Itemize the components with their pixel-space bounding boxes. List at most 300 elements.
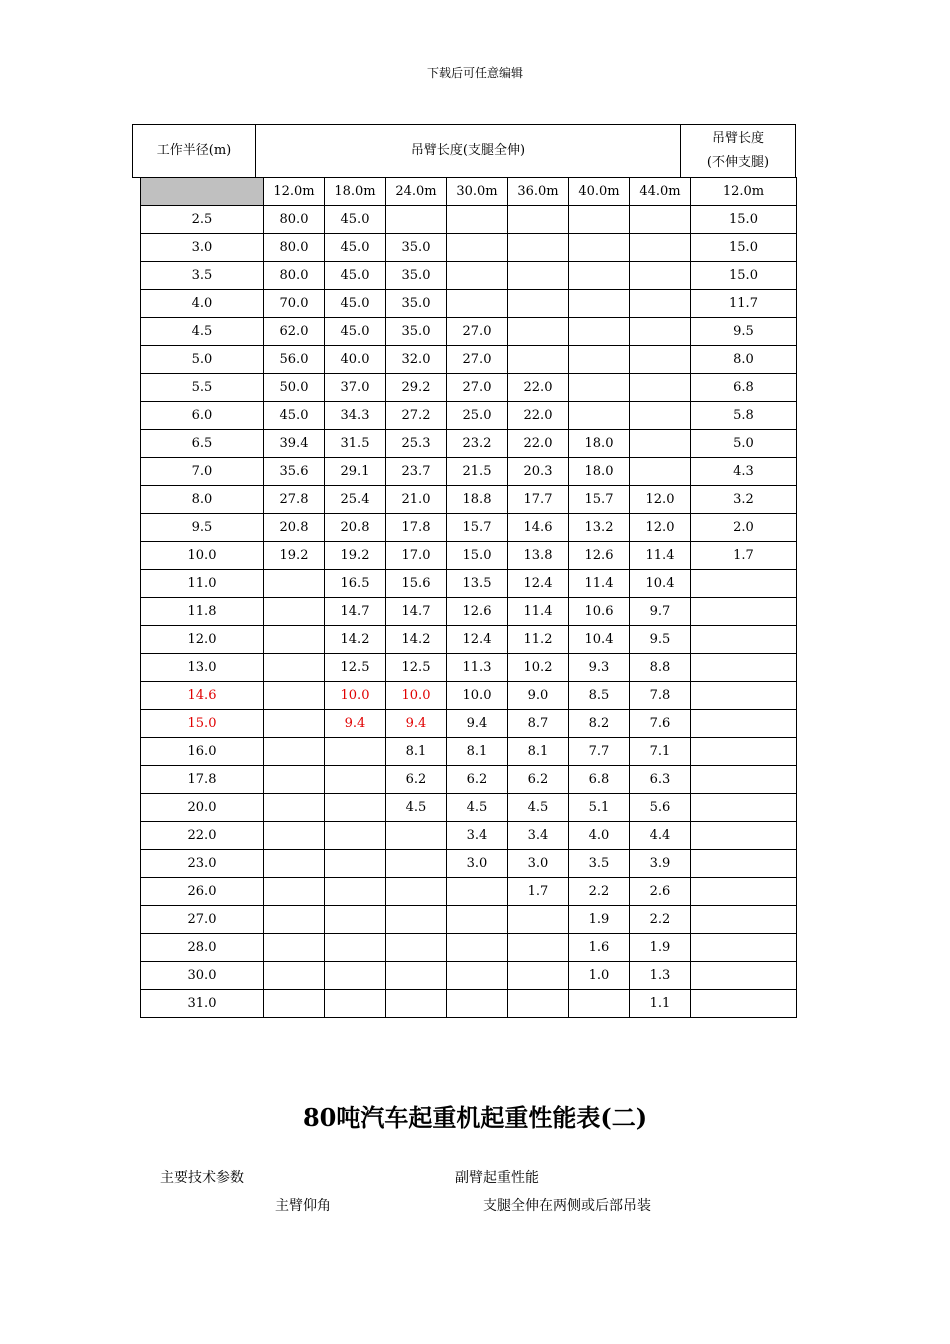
table-row <box>141 346 797 374</box>
capacity-cell <box>630 402 691 430</box>
radius-cell: 30.0 <box>141 962 264 990</box>
capacity-cell <box>630 262 691 290</box>
capacity-cell <box>630 374 691 402</box>
radius-cell: 3.5 <box>141 262 264 290</box>
capacity-cell: 35.0 <box>386 290 447 318</box>
capacity-cell: 45.0 <box>325 318 386 346</box>
table-row <box>141 262 797 290</box>
table-row <box>141 738 797 766</box>
capacity-cell <box>325 822 386 850</box>
capacity-cell: 15.0 <box>691 262 797 290</box>
table-row <box>141 850 797 878</box>
capacity-cell: 9.3 <box>569 654 630 682</box>
boom-length-nofull-header <box>681 125 796 178</box>
capacity-cell: 27.8 <box>264 486 325 514</box>
capacity-cell <box>264 990 325 1018</box>
capacity-cell <box>569 402 630 430</box>
capacity-cell: 12.6 <box>569 542 630 570</box>
table-row <box>141 234 797 262</box>
capacity-cell: 8.2 <box>569 710 630 738</box>
capacity-cell: 25.3 <box>386 430 447 458</box>
capacity-cell: 8.1 <box>447 738 508 766</box>
load-chart-table <box>140 177 797 1018</box>
capacity-cell: 10.0 <box>386 682 447 710</box>
table-row <box>141 822 797 850</box>
capacity-cell: 7.7 <box>569 738 630 766</box>
table-row <box>141 514 797 542</box>
capacity-cell <box>325 766 386 794</box>
table-row <box>141 710 797 738</box>
capacity-cell <box>447 962 508 990</box>
capacity-cell <box>386 962 447 990</box>
capacity-cell: 45.0 <box>325 262 386 290</box>
main-params-label: 主要技术参数 <box>160 1170 244 1186</box>
column-header-cell: 18.0m <box>325 178 386 206</box>
capacity-cell: 1.1 <box>630 990 691 1018</box>
capacity-cell <box>325 738 386 766</box>
column-header-cell: 36.0m <box>508 178 569 206</box>
capacity-cell <box>569 206 630 234</box>
radius-cell: 3.0 <box>141 234 264 262</box>
radius-cell: 6.0 <box>141 402 264 430</box>
radius-cell: 8.0 <box>141 486 264 514</box>
capacity-cell: 17.0 <box>386 542 447 570</box>
boom-angle-label: 主臂仰角 <box>275 1198 331 1214</box>
radius-cell: 16.0 <box>141 738 264 766</box>
radius-cell: 13.0 <box>141 654 264 682</box>
capacity-cell: 12.5 <box>386 654 447 682</box>
capacity-cell: 2.2 <box>569 878 630 906</box>
capacity-cell: 18.0 <box>569 430 630 458</box>
table-row <box>141 962 797 990</box>
capacity-cell: 1.7 <box>508 878 569 906</box>
capacity-cell <box>569 346 630 374</box>
capacity-cell <box>264 766 325 794</box>
page-title: 80吨汽车起重机起重性能表(二) <box>302 1103 648 1132</box>
capacity-cell: 23.7 <box>386 458 447 486</box>
capacity-cell: 13.8 <box>508 542 569 570</box>
capacity-cell <box>264 906 325 934</box>
capacity-cell <box>630 290 691 318</box>
radius-cell: 28.0 <box>141 934 264 962</box>
radius-cell: 20.0 <box>141 794 264 822</box>
capacity-cell: 39.4 <box>264 430 325 458</box>
column-header-row <box>141 178 797 206</box>
radius-cell: 5.5 <box>141 374 264 402</box>
table-row <box>141 990 797 1018</box>
capacity-cell: 7.1 <box>630 738 691 766</box>
radius-cell: 7.0 <box>141 458 264 486</box>
capacity-cell: 27.0 <box>447 318 508 346</box>
radius-cell: 11.8 <box>141 598 264 626</box>
capacity-cell: 13.2 <box>569 514 630 542</box>
capacity-cell <box>264 682 325 710</box>
capacity-cell <box>325 850 386 878</box>
capacity-cell: 15.7 <box>447 514 508 542</box>
capacity-cell: 80.0 <box>264 206 325 234</box>
capacity-cell: 22.0 <box>508 402 569 430</box>
capacity-cell: 12.0 <box>630 514 691 542</box>
capacity-cell <box>264 878 325 906</box>
capacity-cell <box>691 738 797 766</box>
capacity-cell: 29.2 <box>386 374 447 402</box>
radius-cell: 15.0 <box>141 710 264 738</box>
capacity-cell <box>691 710 797 738</box>
capacity-cell: 8.1 <box>508 738 569 766</box>
capacity-cell <box>264 822 325 850</box>
capacity-cell: 5.0 <box>691 430 797 458</box>
capacity-cell: 14.7 <box>386 598 447 626</box>
radius-cell: 5.0 <box>141 346 264 374</box>
capacity-cell: 37.0 <box>325 374 386 402</box>
capacity-cell: 45.0 <box>325 290 386 318</box>
capacity-cell <box>264 598 325 626</box>
capacity-cell: 27.2 <box>386 402 447 430</box>
table-row <box>141 570 797 598</box>
capacity-cell: 6.2 <box>447 766 508 794</box>
capacity-cell: 50.0 <box>264 374 325 402</box>
radius-cell: 23.0 <box>141 850 264 878</box>
capacity-cell: 1.6 <box>569 934 630 962</box>
capacity-cell: 3.5 <box>569 850 630 878</box>
capacity-cell: 80.0 <box>264 262 325 290</box>
table-header <box>132 124 796 178</box>
capacity-cell <box>325 906 386 934</box>
capacity-cell <box>691 822 797 850</box>
radius-cell: 26.0 <box>141 878 264 906</box>
capacity-cell: 2.2 <box>630 906 691 934</box>
capacity-cell: 3.4 <box>508 822 569 850</box>
capacity-cell: 15.0 <box>691 234 797 262</box>
capacity-cell <box>264 962 325 990</box>
capacity-cell: 8.8 <box>630 654 691 682</box>
capacity-cell: 12.5 <box>325 654 386 682</box>
capacity-cell <box>386 878 447 906</box>
radius-cell: 4.5 <box>141 318 264 346</box>
table-body <box>141 178 797 1018</box>
capacity-cell <box>264 794 325 822</box>
capacity-cell: 5.1 <box>569 794 630 822</box>
capacity-cell: 7.8 <box>630 682 691 710</box>
radius-cell: 27.0 <box>141 906 264 934</box>
boom-nofull-line1: 吊臂长度 <box>711 131 764 146</box>
capacity-cell: 15.6 <box>386 570 447 598</box>
capacity-cell: 10.0 <box>447 682 508 710</box>
capacity-cell: 1.9 <box>630 934 691 962</box>
capacity-cell: 6.3 <box>630 766 691 794</box>
capacity-cell <box>508 934 569 962</box>
capacity-cell <box>508 206 569 234</box>
capacity-cell: 3.2 <box>691 486 797 514</box>
capacity-cell: 11.7 <box>691 290 797 318</box>
capacity-cell <box>630 318 691 346</box>
capacity-cell: 16.5 <box>325 570 386 598</box>
radius-cell: 10.0 <box>141 542 264 570</box>
capacity-cell: 3.9 <box>630 850 691 878</box>
capacity-cell: 17.7 <box>508 486 569 514</box>
capacity-cell: 9.4 <box>386 710 447 738</box>
capacity-cell: 8.7 <box>508 710 569 738</box>
capacity-cell: 5.6 <box>630 794 691 822</box>
capacity-cell: 35.0 <box>386 262 447 290</box>
capacity-cell: 4.3 <box>691 458 797 486</box>
radius-cell: 11.0 <box>141 570 264 598</box>
capacity-cell <box>630 430 691 458</box>
capacity-cell: 22.0 <box>508 374 569 402</box>
capacity-cell: 31.5 <box>325 430 386 458</box>
table-row <box>141 542 797 570</box>
capacity-cell <box>325 794 386 822</box>
capacity-cell <box>386 850 447 878</box>
capacity-cell: 45.0 <box>325 206 386 234</box>
capacity-cell: 14.2 <box>325 626 386 654</box>
capacity-cell <box>447 206 508 234</box>
capacity-cell <box>691 626 797 654</box>
radius-cell: 31.0 <box>141 990 264 1018</box>
capacity-cell: 35.0 <box>386 234 447 262</box>
table-row <box>141 318 797 346</box>
column-header-cell: 44.0m <box>630 178 691 206</box>
jib-performance-label: 副臂起重性能 <box>455 1170 539 1186</box>
capacity-cell: 32.0 <box>386 346 447 374</box>
capacity-cell <box>447 234 508 262</box>
radius-header: 工作半径(m) <box>133 125 256 178</box>
capacity-cell <box>386 906 447 934</box>
table-row <box>141 766 797 794</box>
capacity-cell <box>508 234 569 262</box>
capacity-cell <box>264 738 325 766</box>
radius-cell: 9.5 <box>141 514 264 542</box>
capacity-cell: 11.4 <box>508 598 569 626</box>
capacity-cell: 8.0 <box>691 346 797 374</box>
capacity-cell: 45.0 <box>325 234 386 262</box>
capacity-cell <box>630 206 691 234</box>
column-header-cell: 12.0m <box>264 178 325 206</box>
capacity-cell: 12.0 <box>630 486 691 514</box>
capacity-cell <box>447 934 508 962</box>
table-row <box>141 934 797 962</box>
capacity-cell: 6.2 <box>508 766 569 794</box>
capacity-cell: 12.4 <box>508 570 569 598</box>
capacity-cell <box>447 290 508 318</box>
capacity-cell: 80.0 <box>264 234 325 262</box>
capacity-cell <box>691 850 797 878</box>
table-row <box>141 206 797 234</box>
capacity-cell <box>508 262 569 290</box>
capacity-cell: 13.5 <box>447 570 508 598</box>
capacity-cell: 23.2 <box>447 430 508 458</box>
capacity-cell: 15.0 <box>447 542 508 570</box>
capacity-cell: 20.8 <box>325 514 386 542</box>
capacity-cell: 14.2 <box>386 626 447 654</box>
capacity-cell: 6.8 <box>569 766 630 794</box>
table-row <box>141 458 797 486</box>
radius-cell: 17.8 <box>141 766 264 794</box>
column-header-cell: 30.0m <box>447 178 508 206</box>
table-row <box>141 654 797 682</box>
capacity-cell: 20.3 <box>508 458 569 486</box>
table-row <box>141 878 797 906</box>
capacity-cell <box>264 710 325 738</box>
capacity-cell: 62.0 <box>264 318 325 346</box>
table-row <box>141 486 797 514</box>
capacity-cell <box>508 906 569 934</box>
capacity-cell: 15.7 <box>569 486 630 514</box>
capacity-cell: 3.0 <box>508 850 569 878</box>
table-row <box>141 794 797 822</box>
column-header-cell: 24.0m <box>386 178 447 206</box>
column-header-cell: 12.0m <box>691 178 797 206</box>
capacity-cell: 3.0 <box>447 850 508 878</box>
capacity-cell: 4.0 <box>569 822 630 850</box>
capacity-cell: 21.5 <box>447 458 508 486</box>
radius-cell: 6.5 <box>141 430 264 458</box>
capacity-cell <box>569 318 630 346</box>
capacity-cell: 40.0 <box>325 346 386 374</box>
capacity-cell: 9.4 <box>325 710 386 738</box>
capacity-cell <box>264 654 325 682</box>
capacity-cell: 6.2 <box>386 766 447 794</box>
capacity-cell: 7.6 <box>630 710 691 738</box>
capacity-cell <box>264 626 325 654</box>
capacity-cell: 1.9 <box>569 906 630 934</box>
boom-length-full-header: 吊臂长度(支腿全伸) <box>256 125 681 178</box>
capacity-cell <box>508 290 569 318</box>
capacity-cell <box>508 962 569 990</box>
capacity-cell: 45.0 <box>264 402 325 430</box>
page-header: 下载后可任意编辑 <box>426 66 523 80</box>
capacity-cell: 11.4 <box>569 570 630 598</box>
capacity-cell: 8.1 <box>386 738 447 766</box>
capacity-cell <box>264 570 325 598</box>
capacity-cell: 10.0 <box>325 682 386 710</box>
capacity-cell <box>691 570 797 598</box>
capacity-cell <box>569 990 630 1018</box>
capacity-cell: 1.3 <box>630 962 691 990</box>
table-row <box>141 430 797 458</box>
capacity-cell: 29.1 <box>325 458 386 486</box>
capacity-cell <box>691 682 797 710</box>
capacity-cell <box>691 794 797 822</box>
table-row <box>141 906 797 934</box>
capacity-cell: 22.0 <box>508 430 569 458</box>
outrigger-note-label: 支腿全伸在两侧或后部吊装 <box>483 1198 651 1214</box>
capacity-cell: 10.2 <box>508 654 569 682</box>
capacity-cell <box>508 318 569 346</box>
capacity-cell: 9.7 <box>630 598 691 626</box>
capacity-cell: 35.0 <box>386 318 447 346</box>
capacity-cell: 19.2 <box>264 542 325 570</box>
capacity-cell <box>569 234 630 262</box>
capacity-cell <box>691 654 797 682</box>
capacity-cell: 1.7 <box>691 542 797 570</box>
radius-cell: 22.0 <box>141 822 264 850</box>
capacity-cell: 35.6 <box>264 458 325 486</box>
capacity-cell: 11.3 <box>447 654 508 682</box>
table-row <box>141 402 797 430</box>
capacity-cell <box>630 234 691 262</box>
table-row <box>141 374 797 402</box>
capacity-cell: 14.6 <box>508 514 569 542</box>
capacity-cell: 15.0 <box>691 206 797 234</box>
capacity-cell <box>691 878 797 906</box>
capacity-cell <box>386 206 447 234</box>
capacity-cell <box>630 346 691 374</box>
capacity-cell: 4.5 <box>386 794 447 822</box>
capacity-cell: 10.4 <box>630 570 691 598</box>
capacity-cell <box>508 990 569 1018</box>
capacity-cell: 3.4 <box>447 822 508 850</box>
capacity-cell <box>691 598 797 626</box>
capacity-cell <box>386 822 447 850</box>
capacity-cell: 4.5 <box>508 794 569 822</box>
capacity-cell: 11.2 <box>508 626 569 654</box>
boom-nofull-line2: (不伸支腿) <box>706 155 770 170</box>
capacity-cell <box>569 374 630 402</box>
capacity-cell <box>447 990 508 1018</box>
capacity-cell <box>325 934 386 962</box>
capacity-cell: 34.3 <box>325 402 386 430</box>
capacity-cell: 12.4 <box>447 626 508 654</box>
capacity-cell <box>691 962 797 990</box>
capacity-cell: 56.0 <box>264 346 325 374</box>
capacity-cell: 9.5 <box>691 318 797 346</box>
capacity-cell <box>691 990 797 1018</box>
capacity-cell: 27.0 <box>447 346 508 374</box>
capacity-cell: 25.0 <box>447 402 508 430</box>
capacity-cell <box>691 906 797 934</box>
capacity-cell: 2.0 <box>691 514 797 542</box>
capacity-cell: 4.5 <box>447 794 508 822</box>
capacity-cell: 9.5 <box>630 626 691 654</box>
capacity-cell: 20.8 <box>264 514 325 542</box>
capacity-cell <box>447 906 508 934</box>
capacity-cell <box>569 290 630 318</box>
table-row <box>141 626 797 654</box>
capacity-cell <box>325 878 386 906</box>
capacity-cell <box>386 934 447 962</box>
capacity-cell: 10.6 <box>569 598 630 626</box>
radius-cell: 14.6 <box>141 682 264 710</box>
capacity-cell: 14.7 <box>325 598 386 626</box>
capacity-cell: 8.5 <box>569 682 630 710</box>
capacity-cell: 19.2 <box>325 542 386 570</box>
blank-gray-cell <box>141 178 264 206</box>
capacity-cell <box>264 850 325 878</box>
capacity-cell: 70.0 <box>264 290 325 318</box>
capacity-cell <box>386 990 447 1018</box>
capacity-cell: 5.8 <box>691 402 797 430</box>
capacity-cell: 1.0 <box>569 962 630 990</box>
capacity-cell: 9.4 <box>447 710 508 738</box>
table-row <box>141 290 797 318</box>
capacity-cell: 18.8 <box>447 486 508 514</box>
capacity-cell: 10.4 <box>569 626 630 654</box>
capacity-cell <box>264 934 325 962</box>
capacity-cell <box>691 766 797 794</box>
radius-cell: 2.5 <box>141 206 264 234</box>
capacity-cell: 9.0 <box>508 682 569 710</box>
column-header-cell: 40.0m <box>569 178 630 206</box>
radius-cell: 12.0 <box>141 626 264 654</box>
capacity-cell: 18.0 <box>569 458 630 486</box>
capacity-cell: 11.4 <box>630 542 691 570</box>
radius-cell: 4.0 <box>141 290 264 318</box>
capacity-cell: 2.6 <box>630 878 691 906</box>
capacity-cell: 25.4 <box>325 486 386 514</box>
capacity-cell <box>447 262 508 290</box>
capacity-cell <box>325 962 386 990</box>
